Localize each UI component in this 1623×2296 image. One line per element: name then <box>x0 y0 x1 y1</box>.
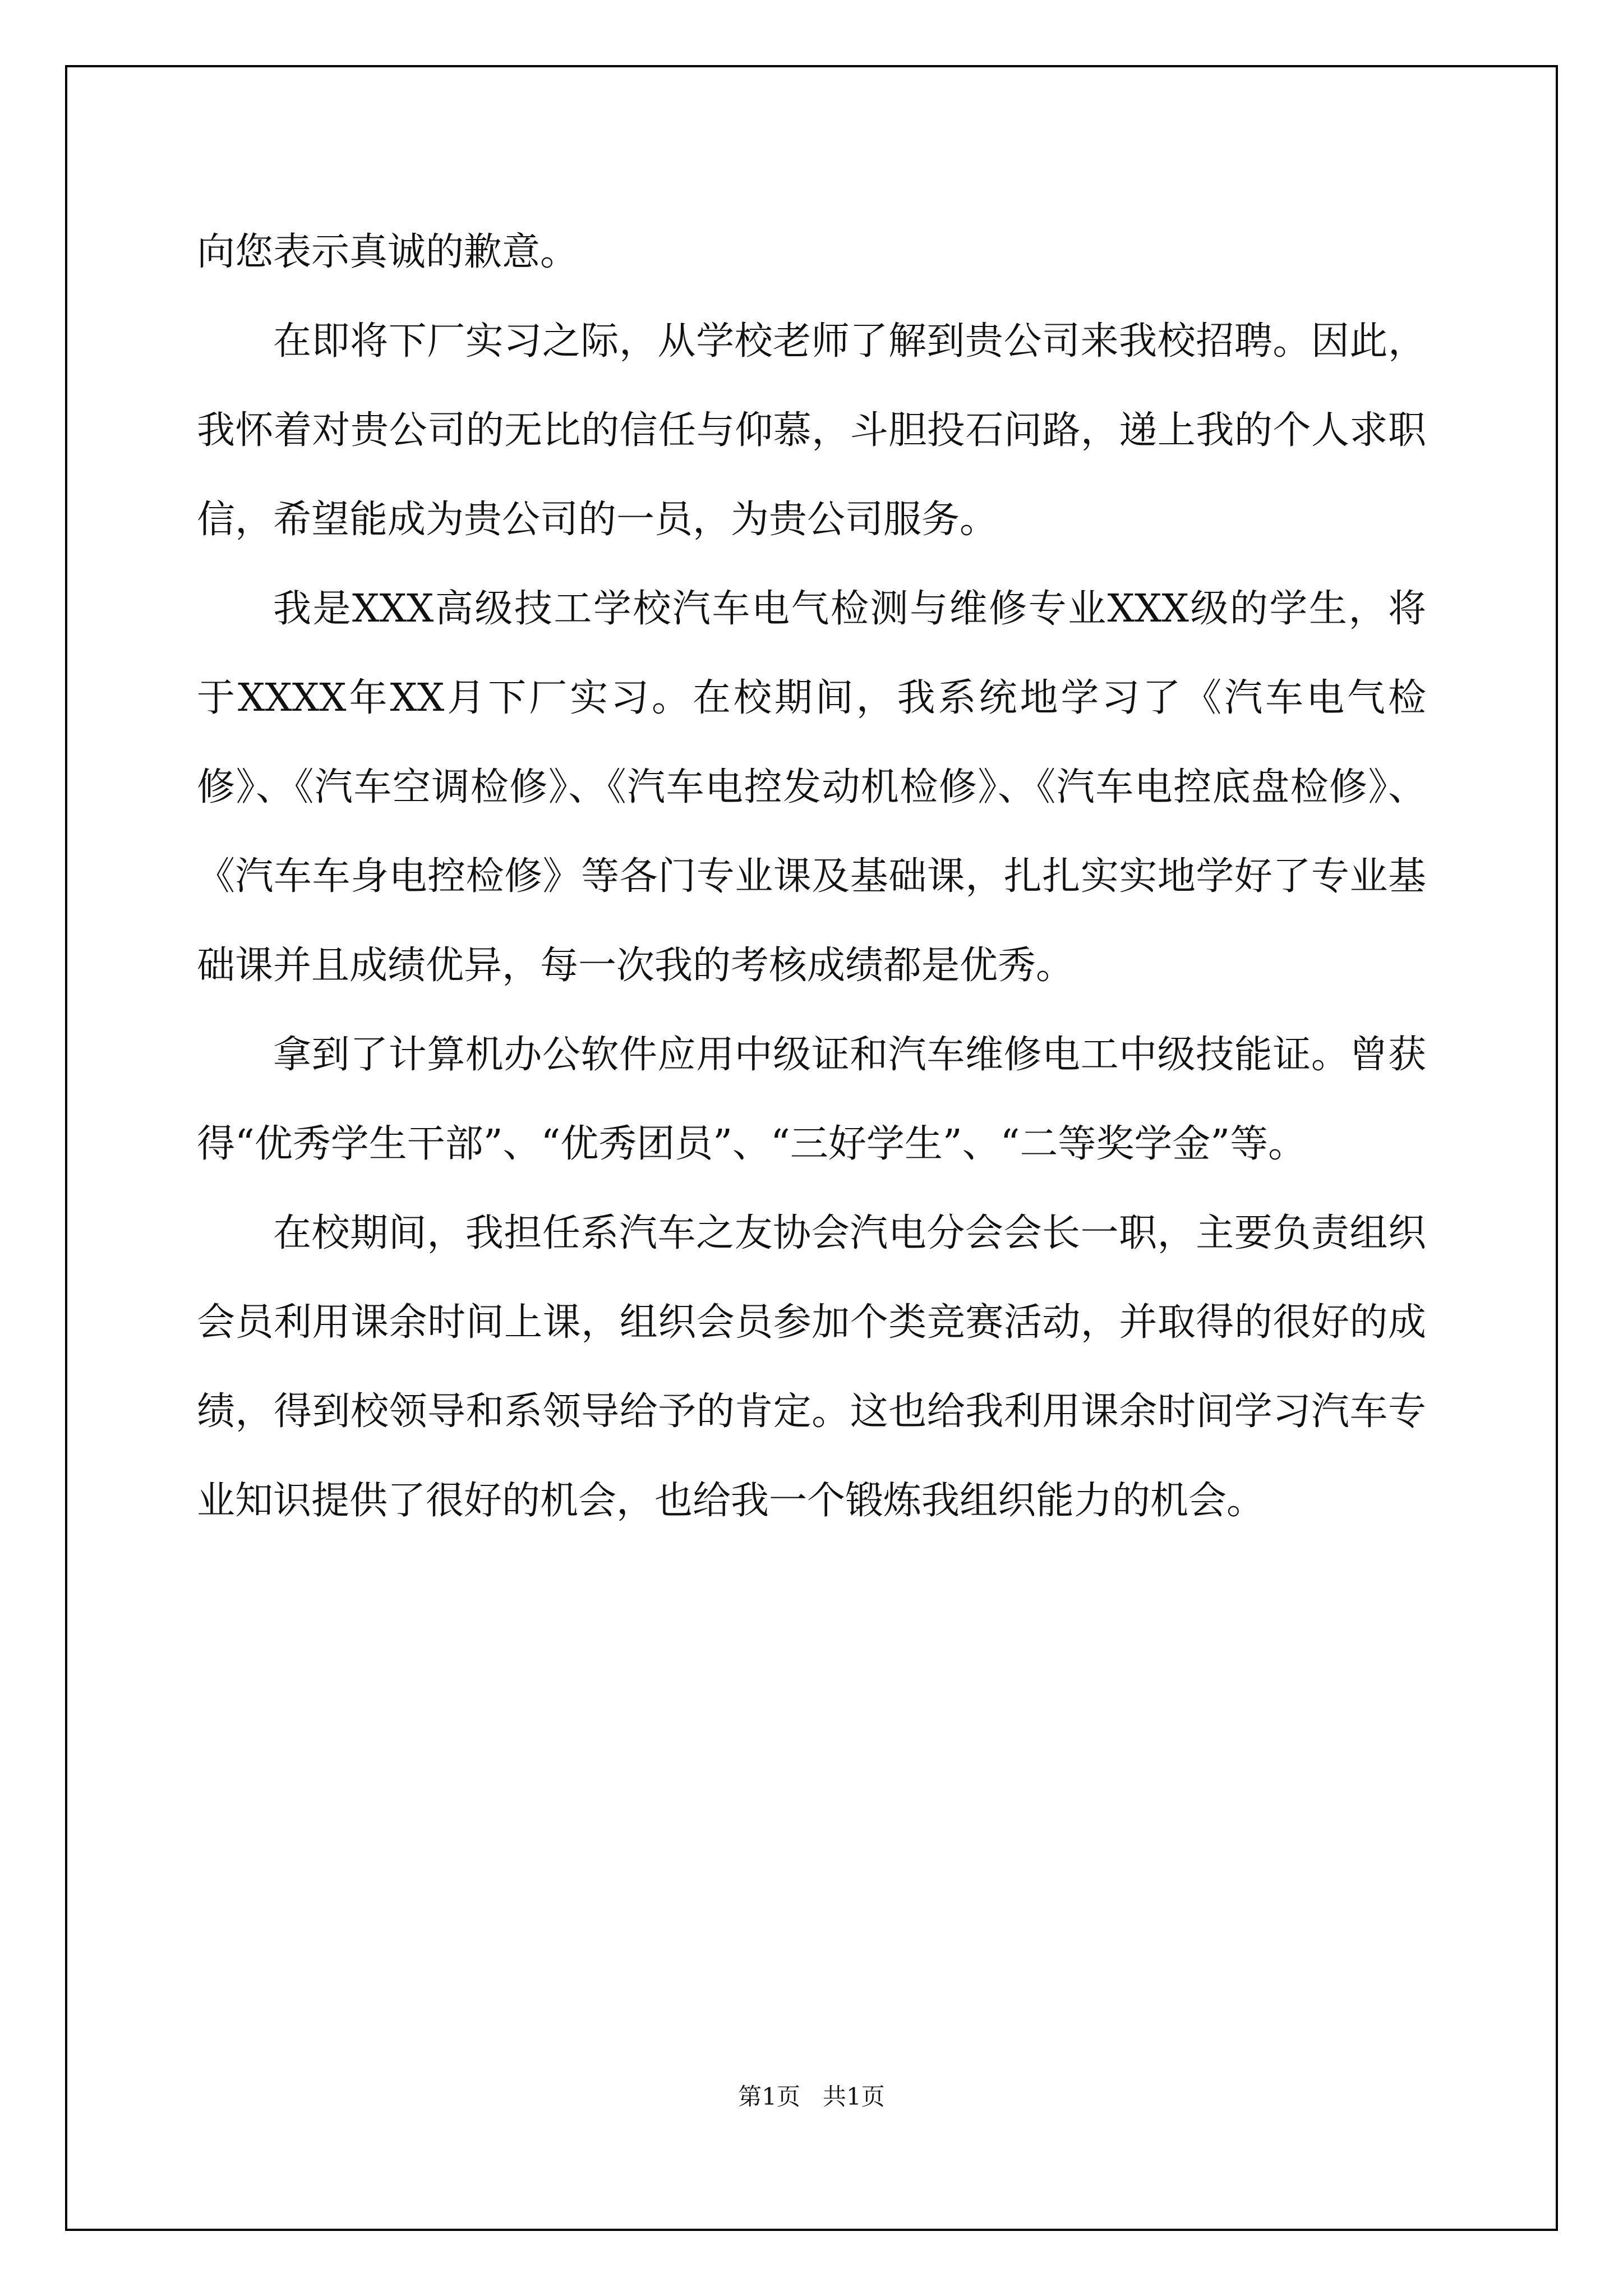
paragraph: 在校期间，我担任系汽车之友协会汽电分会会长一职，主要负责组织会员利用课余时间上课，组织会员参加个类竞赛活动，并取得的很好的成绩，得到校领导和系领导给予的肯定。这也给我利用课余时间学习汽车专业知识提供了很好的机会，也给我一个锻炼我组织能力的机会。 <box>197 1211 1426 1523</box>
paragraph: 拿到了计算机办公软件应用中级证和汽车维修电工中级技能证。曾获得“优秀学生干部”、“优秀团员”、“三好学生”、“二等奖学金”等。 <box>197 1033 1426 1166</box>
page-number: 第1页 <box>738 2083 800 2110</box>
page-total: 共1页 <box>823 2083 885 2110</box>
paragraph: 我是XXX高级技工学校汽车电气检测与维修专业XXX级的学生，将于XXXX年XX月下厂实习。在校期间，我系统地学习了《汽车电气检修》、《汽车空调检修》、《汽车电控发动机检修》、《汽车电控底盘检修》、《汽车车身电控检修》等各门专业课及基础课，扎扎实实地学好了专业基础课并且成绩优异，每一次我的考核成绩都是优秀。 <box>197 587 1426 988</box>
page-footer <box>0 2080 1623 2114</box>
document-body <box>197 208 1426 1545</box>
paragraph: 在即将下厂实习之际，从学校老师了解到贵公司来我校招聘。因此，我怀着对贵公司的无比的信任与仰慕，斗胆投石问路，递上我的个人求职信，希望能成为贵公司的一员，为贵公司服务。 <box>197 319 1426 542</box>
paragraph: 向您表示真诚的歉意。 <box>197 230 579 274</box>
